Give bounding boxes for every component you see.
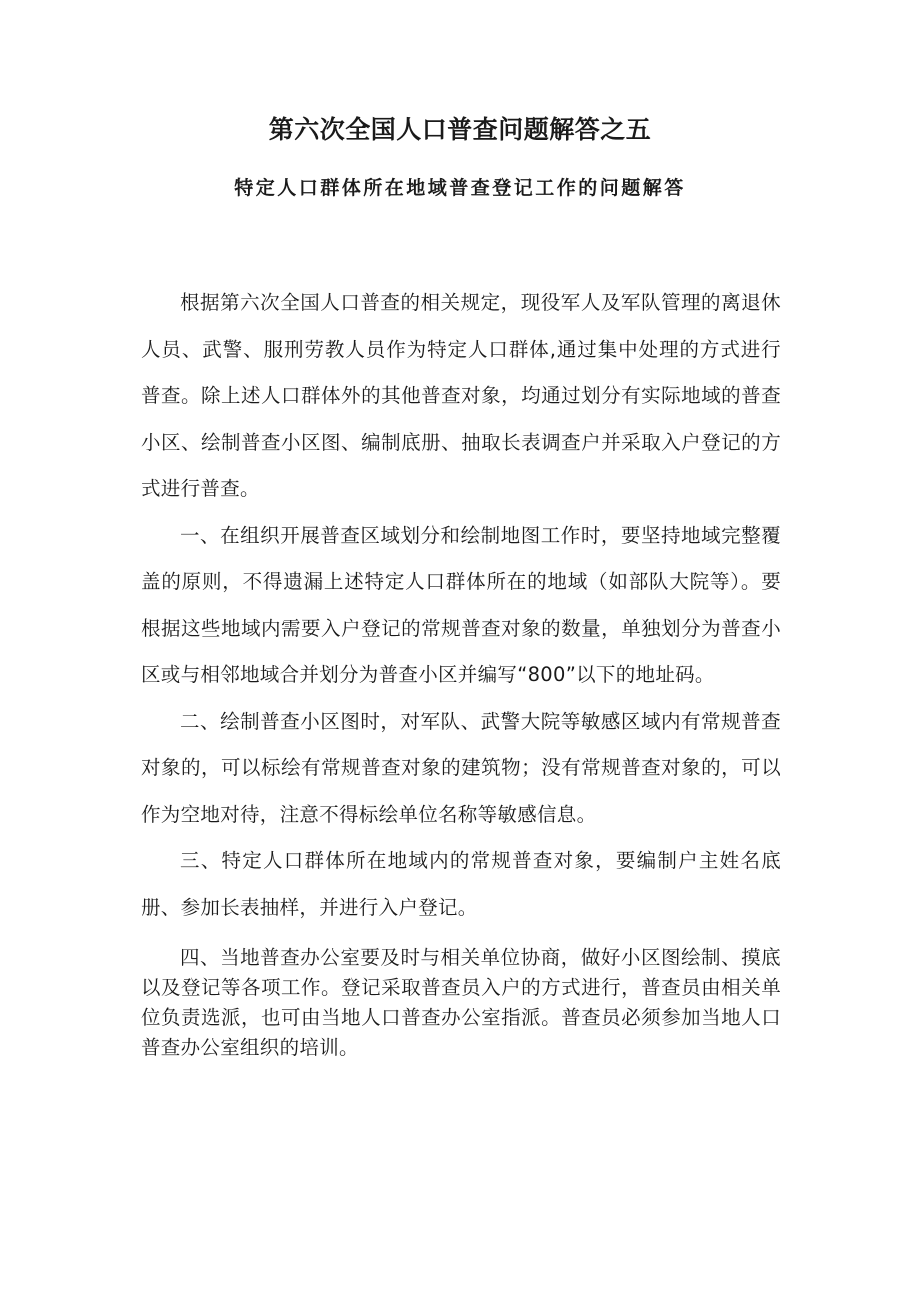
paragraph-item-3: 三、特定人口群体所在地域内的常规普查对象，要编制户主姓名底册、参加长表抽样，并进行入户登记。 xyxy=(141,849,781,919)
paragraph-intro: 根据第六次全国人口普查的相关规定，现役军人及军队管理的离退休人员、武警、服刑劳教人员作为特定人口群体,通过集中处理的方式进行普查。除上述人口群体外的其他普查对象，均通过划分有实际地域的普查小区、绘制普查小区图、编制底册、抽取长表调查户并采取入户登记的方式进行普查。 xyxy=(141,291,781,500)
paragraph-item-2: 二、绘制普查小区图时，对军队、武警大院等敏感区域内有常规普查对象的，可以标绘有常规普查对象的建筑物；没有常规普查对象的，可以作为空地对待，注意不得标绘单位名称等敏感信息。 xyxy=(141,709,781,826)
paragraph-item-1: 一、在组织开展普查区域划分和绘制地图工作时，要坚持地域完整覆盖的原则，不得遗漏上述特定人口群体所在的地域（如部队大院等）。要根据这些地域内需要入户登记的常规普查对象的数量，单独划分为普查小区或与相邻地域合并划分为普查小区并编写“800”以下的地址码。 xyxy=(141,523,781,686)
document-subtitle: 特定人口群体所在地域普查登记工作的问题解答 xyxy=(234,177,686,199)
paragraph-item-4: 四、当地普查办公室要及时与相关单位协商，做好小区图绘制、摸底以及登记等各项工作。登记采取普查员入户的方式进行，普查员由相关单位负责选派，也可由当地人口普查办公室指派。普查员必须参加当地人口普查办公室组织的培训。 xyxy=(141,946,781,1059)
document-body xyxy=(141,280,781,1063)
document-title: 第六次全国人口普查问题解答之五 xyxy=(268,115,652,144)
